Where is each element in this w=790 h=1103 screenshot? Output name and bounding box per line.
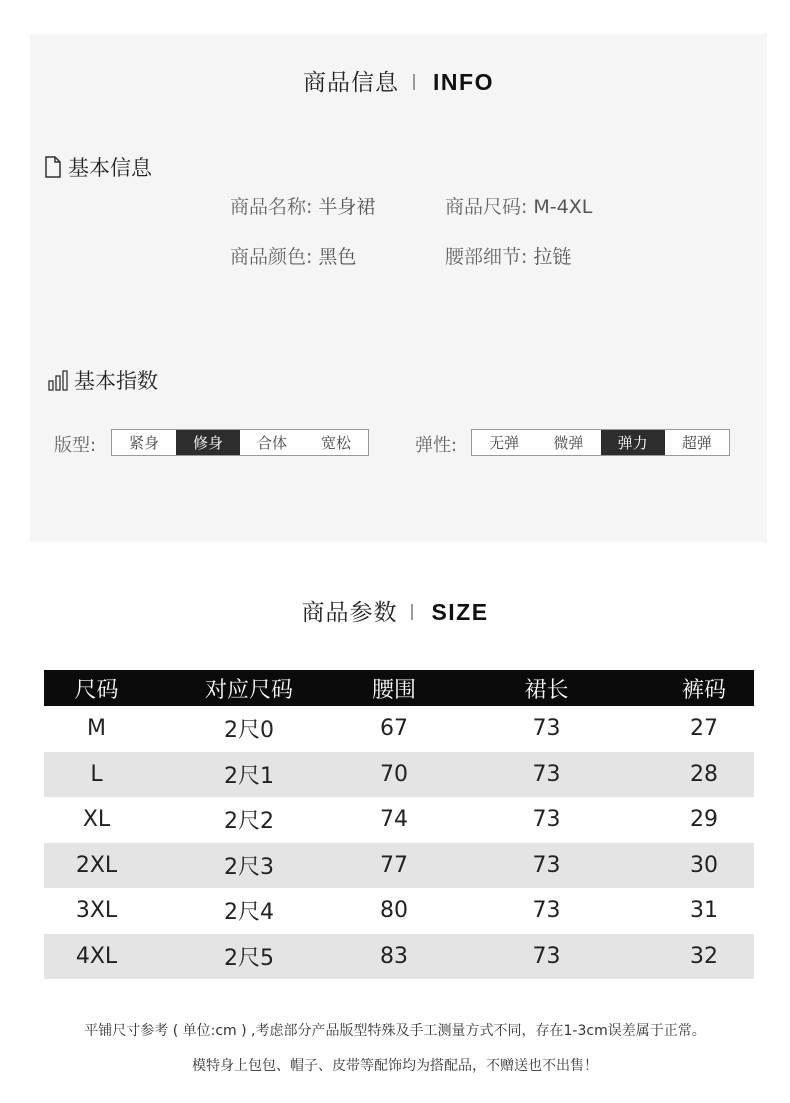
table-cell: 74 [380, 807, 408, 833]
header-corresponding-size: 对应尺码 [149, 670, 349, 706]
table-row [44, 752, 754, 798]
document-icon [44, 156, 62, 178]
table-cell: 2XL [44, 843, 149, 889]
attr-label: 商品名称: [230, 196, 313, 218]
table-cell: 28 [654, 752, 754, 798]
table-row [44, 797, 754, 843]
table-cell: 83 [349, 934, 439, 980]
header-size: 尺码 [44, 670, 149, 706]
attr-product-name [230, 192, 375, 219]
attr-value: M-4XL [533, 196, 593, 218]
size-section-title [0, 594, 790, 627]
table-cell: 32 [654, 934, 754, 980]
attr-value: 黑色 [318, 246, 357, 268]
table-cell: 2尺3 [149, 843, 349, 889]
fit-option: 修身 [176, 430, 240, 455]
fit-label: 版型: [54, 435, 97, 456]
header-skirt-length: 裙长 [439, 670, 654, 706]
size-title-cn: 商品参数 [301, 600, 398, 626]
elasticity-option: 弹力 [601, 430, 665, 455]
attr-label: 商品尺码: [445, 196, 528, 218]
table-cell: 80 [380, 898, 408, 924]
fit-option: 宽松 [320, 434, 351, 452]
table-cell: 67 [380, 716, 408, 742]
info-section-title [30, 64, 767, 97]
table-cell: M [87, 716, 106, 742]
attr-product-size [445, 192, 592, 219]
attr-product-color [230, 242, 356, 269]
table-cell: 2尺0 [224, 718, 274, 744]
measurement-note: 平铺尺寸参考 ( 单位:cm ) ,考虑部分产品版型特殊及手工测量方式不同，存在1-3cm误差属于正常。 [84, 1023, 706, 1039]
elasticity-option: 无弹 [489, 434, 520, 452]
basic-index-heading [48, 365, 158, 395]
table-cell: 2尺2 [224, 809, 274, 835]
header-pant-size: 裤码 [654, 670, 754, 706]
table-cell: 73 [532, 807, 561, 833]
table-cell: 73 [439, 752, 654, 798]
attr-label: 商品颜色: [230, 246, 313, 268]
table-row [44, 888, 754, 934]
info-title-cn: 商品信息 [303, 70, 400, 96]
table-cell: 2尺5 [149, 934, 349, 980]
table-cell: 73 [439, 934, 654, 980]
basic-info-heading-text: 基本信息 [68, 156, 152, 180]
bar-chart-icon [48, 369, 68, 391]
elasticity-option: 超弹 [681, 434, 712, 452]
table-cell: 27 [690, 716, 718, 742]
attr-value: 半身裙 [318, 196, 376, 218]
elasticity-option: 微弹 [553, 434, 584, 452]
fit-scale [111, 429, 369, 456]
accessories-note: 模特身上包包、帽子、皮带等配饰均为搭配品，不赠送也不出售！ [192, 1058, 598, 1074]
table-cell: 2尺4 [224, 900, 274, 926]
table-cell: 73 [532, 716, 561, 742]
info-panel [30, 34, 767, 542]
table-cell: 29 [690, 807, 718, 833]
table-row [44, 706, 754, 752]
table-cell: 4XL [44, 934, 149, 980]
info-title-en: INFO [433, 69, 494, 95]
table-cell: 77 [349, 843, 439, 889]
fit-option: 合体 [256, 434, 287, 452]
table-row [44, 843, 754, 889]
table-cell: L [44, 752, 149, 798]
elasticity-label: 弹性: [415, 435, 458, 456]
table-cell: 73 [532, 898, 561, 924]
attr-value: 拉链 [533, 246, 572, 268]
table-row [44, 934, 754, 980]
table-cell: 2尺1 [149, 752, 349, 798]
table-header-row [44, 670, 754, 706]
table-cell: 31 [690, 898, 718, 924]
table-cell: 3XL [75, 898, 118, 924]
table-cell: XL [82, 807, 111, 833]
elasticity-scale [471, 429, 730, 456]
table-cell: 70 [349, 752, 439, 798]
size-table [44, 670, 754, 979]
title-divider [413, 74, 415, 90]
header-waist: 腰围 [349, 670, 439, 706]
table-cell: 73 [439, 843, 654, 889]
size-title-en: SIZE [431, 599, 489, 625]
basic-info-heading [44, 152, 152, 182]
attr-label: 腰部细节: [445, 246, 528, 268]
fit-option: 紧身 [128, 434, 159, 452]
title-divider [411, 604, 413, 620]
attr-waist-detail [445, 242, 571, 269]
table-cell: 30 [654, 843, 754, 889]
basic-index-heading-text: 基本指数 [74, 369, 158, 393]
